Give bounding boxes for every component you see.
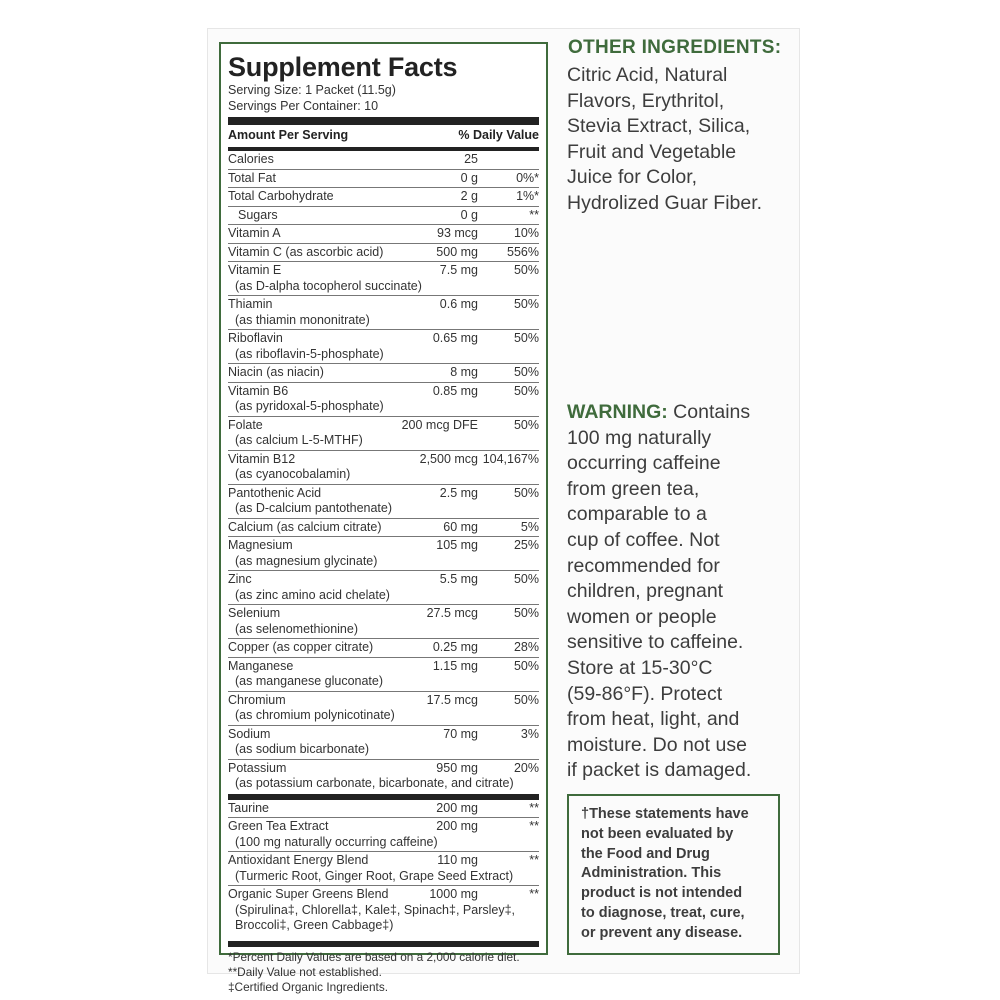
- nutrient-daily-value: 50%: [513, 331, 539, 345]
- nutrient-amount: 7.5 mg: [439, 263, 478, 277]
- nutrient-source: (as D-alpha tocopherol succinate): [235, 278, 422, 293]
- nutrient-name: Potassium: [228, 760, 287, 775]
- nutrient-daily-value: 3%: [520, 726, 539, 741]
- nutrient-row: [228, 759, 539, 793]
- nutrient-name: Folate: [228, 417, 263, 432]
- nutrient-row: [228, 206, 539, 225]
- nutrient-daily-value: 25%: [513, 538, 539, 552]
- footnote-dv: *Percent Daily Values are based on a 2,000 calorie diet.: [228, 949, 520, 964]
- servings-per-container: Servings Per Container: 10: [228, 99, 379, 113]
- nutrient-source: (as manganese gluconate): [235, 674, 384, 688]
- nutrient-row: [228, 484, 539, 518]
- nutrient-amount: 27.5 mcg: [426, 606, 478, 620]
- nutrient-amount: 0 g: [460, 170, 478, 185]
- nutrient-daily-value: **: [529, 819, 539, 833]
- nutrient-source: Broccoli‡, Green Cabbage‡): [235, 918, 394, 932]
- nutrient-row: [228, 224, 539, 243]
- other-line: Juice for Color,: [567, 166, 698, 189]
- nutrient-row: [228, 363, 539, 382]
- nutrient-daily-value: **: [529, 887, 539, 901]
- nutrient-amount: 950 mg: [436, 760, 478, 775]
- warning-line: women or people: [567, 605, 717, 628]
- nutrient-source: (as zinc amino acid chelate): [235, 587, 390, 602]
- disclaimer-line: or prevent any disease.: [581, 924, 743, 941]
- nutrient-amount: 200 mcg DFE: [401, 417, 478, 432]
- nutrient-daily-value: 5%: [520, 519, 539, 534]
- other-line: Stevia Extract, Silica,: [567, 115, 751, 138]
- nutrient-amount: 5.5 mg: [439, 572, 478, 586]
- nutrient-name: Calories: [228, 152, 274, 166]
- nutrient-source: (Turmeric Root, Ginger Root, Grape Seed Extract): [235, 868, 514, 883]
- nutrient-amount: 93 mcg: [437, 226, 478, 240]
- nutrient-daily-value: 50%: [513, 606, 539, 620]
- nutrient-row: [228, 416, 539, 450]
- nutrient-source: (as selenomethionine): [235, 621, 358, 636]
- nutrient-amount: 0 g: [460, 207, 478, 222]
- footnote-organic: ‡Certified Organic Ingredients.: [228, 979, 388, 994]
- nutrient-row: [228, 638, 539, 657]
- warning-line: sensitive to caffeine.: [567, 631, 744, 654]
- nutrient-daily-value: 556%: [507, 244, 539, 259]
- nutrient-name: Manganese: [228, 658, 294, 673]
- nutrient-daily-value: 50%: [513, 263, 539, 277]
- nutrient-name: Selenium: [228, 606, 281, 620]
- nutrient-amount: 0.25 mg: [432, 640, 478, 654]
- nutrient-amount: 0.6 mg: [439, 297, 478, 311]
- nutrient-amount: 110 mg: [437, 853, 478, 867]
- nutrient-row: [228, 570, 539, 604]
- nutrient-row: [228, 725, 539, 759]
- warning-line: from green tea,: [567, 477, 700, 500]
- nutrient-daily-value: 50%: [513, 365, 539, 379]
- daily-value-header: % Daily Value: [458, 128, 539, 142]
- nutrient-source: (as riboflavin-5-phosphate): [235, 346, 384, 361]
- nutrient-name: Sodium: [228, 726, 271, 741]
- nutrient-daily-value: **: [529, 800, 539, 815]
- nutrient-amount: 2.5 mg: [439, 485, 478, 500]
- nutrient-rows: [228, 151, 539, 793]
- warning-line: children, pregnant: [567, 580, 724, 603]
- nutrient-row: [228, 657, 539, 691]
- nutrient-source: (as pyridoxal-5-phosphate): [235, 399, 384, 413]
- nutrient-daily-value: 50%: [513, 383, 539, 398]
- nutrient-name: Total Fat: [228, 170, 276, 185]
- nutrient-name: Organic Super Greens Blend: [228, 887, 389, 901]
- nutrient-name: Vitamin B12: [228, 451, 296, 466]
- nutrient-row: [228, 261, 539, 295]
- serving-size: Serving Size: 1 Packet (11.5g): [228, 83, 396, 97]
- nutrient-row: [228, 817, 539, 851]
- nutrient-row: [228, 329, 539, 363]
- nutrient-name: Green Tea Extract: [228, 819, 329, 833]
- nutrient-name: Sugars: [238, 207, 278, 222]
- nutrient-amount: 17.5 mcg: [426, 692, 478, 707]
- nutrient-name: Taurine: [228, 800, 269, 815]
- nutrient-row: [228, 450, 539, 484]
- nutrient-row: [228, 151, 539, 169]
- warning-line: from heat, light, and: [567, 708, 740, 731]
- nutrient-name: Vitamin A: [228, 226, 281, 240]
- nutrient-source: (as thiamin mononitrate): [235, 312, 370, 327]
- nutrient-amount: 2,500 mcg: [419, 451, 478, 466]
- nutrient-daily-value: 20%: [513, 760, 539, 775]
- warning-line: occurring caffeine: [567, 452, 721, 475]
- nutrient-daily-value: 50%: [513, 658, 539, 673]
- thick-divider: [228, 117, 539, 125]
- nutrient-daily-value: 104,167%: [482, 451, 539, 466]
- nutrient-amount: 2 g: [460, 189, 478, 203]
- nutrient-name: Vitamin B6: [228, 383, 289, 398]
- nutrient-row: [228, 295, 539, 329]
- nutrient-daily-value: 10%: [513, 226, 539, 240]
- nutrient-amount: 0.85 mg: [432, 383, 478, 398]
- nutrient-row: [228, 885, 539, 935]
- nutrient-amount: 1.15 mg: [432, 658, 478, 673]
- nutrient-source: (as cyanocobalamin): [235, 467, 351, 481]
- nutrient-amount: 0.65 mg: [432, 331, 478, 345]
- nutrient-name: Calcium (as calcium citrate): [228, 519, 382, 534]
- nutrient-source: (as potassium carbonate, bicarbonate, and citrate): [235, 776, 514, 790]
- disclaimer-line: the Food and Drug: [581, 845, 710, 862]
- facts-header: [228, 125, 539, 147]
- nutrient-daily-value: 28%: [513, 640, 539, 654]
- nutrient-amount: 8 mg: [450, 365, 478, 379]
- disclaimer-line: †These statements have: [581, 806, 749, 822]
- nutrient-name: Riboflavin: [228, 331, 283, 345]
- nutrient-source: (Spirulina‡, Chlorella‡, Kale‡, Spinach‡, Parsley‡,: [235, 902, 516, 917]
- warning-label: WARNING:: [567, 401, 668, 423]
- other-line: Hydrolized Guar Fiber.: [567, 191, 763, 214]
- nutrient-amount: 70 mg: [443, 726, 478, 741]
- supplement-facts-box: [219, 42, 548, 994]
- nutrient-source: (as sodium bicarbonate): [235, 742, 370, 756]
- nutrient-row: [228, 187, 539, 206]
- nutrient-name: Copper (as copper citrate): [228, 640, 374, 654]
- nutrient-daily-value: **: [529, 207, 539, 222]
- nutrient-amount: 200 mg: [436, 819, 478, 833]
- disclaimer-line: to diagnose, treat, cure,: [581, 904, 745, 921]
- nutrient-daily-value: 50%: [513, 297, 539, 311]
- nutrient-amount: 200 mg: [436, 800, 478, 815]
- disclaimer-line: not been evaluated by: [581, 825, 734, 842]
- other-line: Fruit and Vegetable: [567, 140, 737, 163]
- nutrient-row: [228, 691, 539, 725]
- nutrient-name: Niacin (as niacin): [228, 365, 324, 379]
- warning-line: if packet is damaged.: [567, 759, 752, 782]
- nutrient-amount: 25: [464, 152, 478, 166]
- disclaimer-line: product is not intended: [581, 885, 743, 902]
- amount-per-serving-header: Amount Per Serving: [228, 128, 349, 142]
- nutrient-daily-value: 50%: [513, 572, 539, 586]
- other-line: Citric Acid, Natural: [567, 64, 728, 86]
- warning-line: 100 mg naturally: [567, 426, 712, 449]
- warning-line: comparable to a: [567, 503, 707, 526]
- nutrient-daily-value: 0%*: [516, 170, 539, 185]
- nutrient-source: (as D-calcium pantothenate): [235, 501, 393, 515]
- footnote-not-established: **Daily Value not established.: [228, 964, 382, 979]
- nutrient-source: (as calcium L-5-MTHF): [235, 433, 363, 447]
- nutrient-source: (as chromium polynicotinate): [235, 708, 395, 722]
- warning-line: (59-86°F). Protect: [567, 682, 723, 705]
- nutrient-amount: 60 mg: [443, 519, 478, 534]
- nutrient-name: Magnesium: [228, 538, 293, 552]
- nutrient-amount: 1000 mg: [429, 887, 478, 901]
- nutrient-row: [228, 800, 539, 818]
- nutrient-amount: 105 mg: [436, 538, 478, 552]
- nutrient-row: [228, 604, 539, 638]
- nutrient-name: Vitamin E: [228, 263, 282, 277]
- nutrient-source: (100 mg naturally occurring caffeine): [235, 834, 438, 849]
- footnotes: [228, 941, 539, 995]
- nutrient-source: (as magnesium glycinate): [235, 553, 378, 568]
- nutrient-row: [228, 851, 539, 885]
- warning-line: Store at 15-30°C: [567, 656, 713, 679]
- warning-line: recommended for: [567, 554, 720, 577]
- facts-title: Supplement Facts: [228, 52, 458, 82]
- nutrient-name: Antioxidant Energy Blend: [228, 853, 369, 867]
- nutrient-name: Thiamin: [228, 297, 273, 311]
- nutrient-name: Pantothenic Acid: [228, 485, 322, 500]
- fda-disclaimer-box: [567, 794, 780, 955]
- nutrient-daily-value: 50%: [513, 692, 539, 707]
- warning-first-line: [567, 400, 789, 426]
- nutrient-amount: 500 mg: [436, 244, 478, 259]
- nutrient-daily-value: 50%: [513, 417, 539, 432]
- warning-line: cup of coffee. Not: [567, 528, 720, 551]
- nutrient-row: [228, 382, 539, 416]
- other-ingredients-text: [567, 63, 789, 217]
- other-ingredients-title: OTHER INGREDIENTS:: [568, 37, 782, 58]
- blend-rows: [228, 800, 539, 935]
- nutrient-daily-value: **: [529, 853, 539, 867]
- nutrient-name: Total Carbohydrate: [228, 189, 334, 203]
- warning-text: [567, 400, 789, 784]
- disclaimer-line: Administration. This: [581, 865, 722, 882]
- nutrient-row: [228, 243, 539, 262]
- nutrient-daily-value: 1%*: [516, 189, 539, 203]
- nutrient-daily-value: 50%: [513, 485, 539, 500]
- nutrient-row: [228, 536, 539, 570]
- warning-line: moisture. Do not use: [567, 733, 747, 756]
- nutrient-row: [228, 169, 539, 188]
- nutrient-name: Chromium: [228, 692, 286, 707]
- nutrient-row: [228, 518, 539, 537]
- nutrient-name: Vitamin C (as ascorbic acid): [228, 244, 384, 259]
- nutrient-name: Zinc: [228, 572, 252, 586]
- other-line: Flavors, Erythritol,: [567, 89, 725, 112]
- warning-first: Contains: [667, 401, 751, 423]
